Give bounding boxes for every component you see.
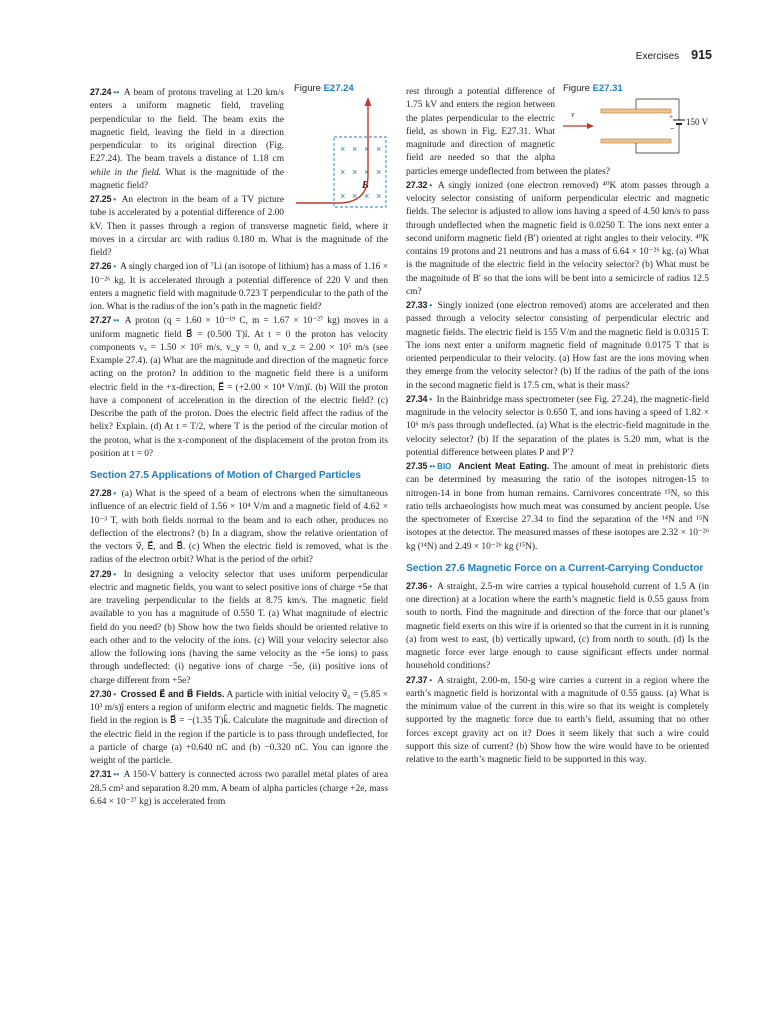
figure-e27-24-label: Figure E27.24 [294,83,354,94]
problem-27-26: 27.26 • A singly charged ion of ⁷Li (an isotope of lithium) has a mass of 1.16 × 10⁻²⁶ kg. It is accelerated through a potential difference of 220 V and then enters a magnetic field with magnitude 0.723 T perpendicular to the path of the ion. What is the radius of the ion’s path in the magnetic field? [90,261,388,312]
figure-e27-24 [294,82,390,218]
arrow-right-icon [587,123,594,129]
problem-27-33: 27.33 • Singly ionized (one electron removed) atoms are accelerated and then passed through a velocity selector consisting of perpendicular electric and magnetic fields. The electric field is 155 V/m and the magnetic field is 0.0315 T. The ions next enter a uniform magnetic field of magnitude 0.0175 T that is oriented perpendicular to their velocity. (a) How fast are the ions moving when they emerge from the velocity selector? (b) If the radius of the path of the ions in the second magnetic field is 17.5 cm, what is their mass? [406,300,710,391]
svg-text:×: × [376,167,382,178]
problem-27-27: 27.27 •• A proton (q = 1.60 × 10⁻¹⁹ C, m = 1.67 × 10⁻²⁷ kg) moves in a uniform magnetic field B⃗ = (0.500 T)î. At t = 0 the proton has velocity components vₓ = 1.50 × 10⁵ m/s, v_y = 0, and v_z = 2.00 × 10⁵ m/s (see Example 27.4). (a) What are the magnitude and direction of the magnetic force acting on the proton? In addition to the magnetic field there is a uniform electric field in the +x-direction, E⃗ = (+2.00 × 10⁴ V/m)î. (b) Will the proton have a component of acceleration in the direction of the electric field? (c) Describe the path of the proton. Does the electric field affect the radius of the helix? Explain. (d) At t = T/2, where T is the period of the circular motion of the proton, what is the x-component of the displacement of the proton from its position at t = 0? [90,315,389,459]
svg-text:×: × [364,167,370,178]
figure-e27-31-label: Figure E27.31 [563,83,623,94]
arrow-icon [365,97,372,106]
section-heading-27-6: Section 27.6 Magnetic Force on a Current-Carrying Conductor [406,562,704,574]
svg-text:×: × [340,191,346,202]
bottom-plate [601,139,671,143]
svg-text:×: × [376,144,382,155]
problem-27-34: 27.34 • In the Bainbridge mass spectrometer (see Fig. 27.24), the magnetic-field magnitude in the velocity selector is 0.650 T, and ions having a speed of 1.82 × 10⁶ m/s pass through undeflected. (a) What is the electric-field magnitude in the velocity selector? (b) If the separation of the plates is 5.20 mm, what is the potential difference between plates P and P′? [406,393,710,458]
svg-text:×: × [340,144,346,155]
running-section-title: Exercises [635,51,680,62]
problem-27-35: 27.35 •• BIO Ancient Meat Eating. The amount of meat in prehistoric diets can be determined by measuring the ratio of the isotopes nitrogen-15 to nitrogen-14 in bone from human remains. Carnivores concentrate ¹⁵N, so this ratio tells archaeologists how much meat was consumed by ancient people. Use the spectrometer of Exercise 27.34 to find the separation of the ¹⁴N and ¹⁵N isotopes at the detector. The measured masses of these isotopes are 2.32 × 10⁻²⁶ kg (¹⁴N) and 2.49 × 10⁻²⁶ kg (¹⁵N). [406,461,709,552]
proton-path [296,105,368,203]
problem-27-25: 27.25 • An electron in the beam of a TV picture tube is accelerated by a potential difference of 2.00 kV. Then it passes through a region of transverse magnetic field, where it moves in a circular arc with radius 0.180 m. What is the magnitude of the field? [90,194,388,258]
section-heading-27-5: Section 27.5 Applications of Motion of Charged Particles [90,470,361,481]
page-number: 915 [691,48,712,62]
field-label: B [362,180,369,192]
svg-text:×: × [364,144,370,155]
problem-27-37: 27.37 • A straight, 2.00-m, 150-g wire carries a current in a region where the earth’s magnetic field is horizontal with a magnitude of 0.55 gauss. (a) What is the minimum value of the current in this wire so that its weight is completely supported by the magnetic force due to earth’s field, assuming that no other forces except gravity act on it? Does it seem likely that such a wire could support this size of current? (b) Show how the wire would have to be oriented relative to the earth’s magnetic field to be supported in this way. [406,674,710,765]
page-header [636,48,712,62]
svg-text:×: × [340,167,346,178]
problem-27-31: 27.31 •• A 150-V battery is connected across two parallel metal plates of area 28.5 cm² and separation 8.20 mm. A beam of alpha particles (charge +2e, mass 6.64 × 10⁻²⁷ kg) is accelerated from [90,769,389,807]
field-crosses [340,144,381,201]
svg-text:−: − [670,126,675,134]
svg-text:×: × [352,191,358,202]
velocity-label: v [571,110,575,120]
problem-27-31-continued: rest through a potential difference of 1.75 kV and enters the region between the plates perpendicular to the electric field, as shown in Fig. E27.31. What magnitude and direction of magnetic field are needed so that the alpha particles emerge undeflected from between the plates? [406,87,610,177]
problem-27-32: 27.32 • A singly ionized (one electron removed) ⁴⁰K atom passes through a velocity selector consisting of uniform perpendicular electric and magnetic fields. The selector is adjusted to allow ions having a speed of 4.50 km/s to pass through undeflected when the magnetic field is 0.0250 T. The ions next enter a second uniform magnetic field (B′) oriented at right angles to their velocity. ⁴⁰K contains 19 protons and 21 neutrons and has a mass of 6.64 × 10⁻²⁶ kg. (a) What is the magnitude of the electric field in the velocity selector? (b) What must be the magnitude of B′ so that the ions will be bent into a semicircle of radius 12.5 cm? [406,179,710,297]
problem-27-29: 27.29 • In designing a velocity selector that uses uniform perpendicular electric and magnetic fields, you want to select positive ions of charge +5e that are traveling perpendicular to the fields at 8.75 km/s. The magnetic field available to you has a magnitude of 0.550 T. (a) What magnitude of electric field do you need? (b) Show how the two fields should be oriented relative to each other and to the velocity of the ions. (c) Will your velocity selector also allow the following ions (having the same velocity as the +5e ions) to pass through undeflected: (i) negative ions of charge −5e, (ii) positive ions of charge different from +5e? [90,568,389,686]
top-plate [601,109,671,113]
svg-text:×: × [352,167,358,178]
svg-text:+: + [669,114,674,122]
svg-text:×: × [376,191,382,202]
problem-27-36: 27.36 • A straight, 2.5-m wire carries a typical household current of 1.5 A (in one direction) at a location where the earth’s magnetic field is 0.55 gauss from south to north. Find the magnitude and direction of the force that our planet’s magnetic field exerts on this wire if is oriented so that the current in it is running (a) from west to east, (b) vertically upward, (c) from north to south. (d) Is the magnetic force ever large enough to cause significant effects under normal household conditions? [406,580,710,672]
left-column [90,83,389,809]
figure-e27-31-diagram [563,95,711,157]
svg-text:×: × [364,191,370,202]
problem-27-30: 27.30 • Crossed E⃗ and B⃗ Fields. A particle with initial velocity v⃗₀ = (5.85 × 10³ m/s)ĵ enters a region of uniform electric and magnetic fields. The magnetic field in the region is B⃗ = −(1.35 T)k̂. Calculate the magnitude and direction of the electric field in the region if the particle is to pass through undeflected, for a particle of charge (a) +0.640 nC and (b) −0.320 nC. You can ignore the weight of the particle. [90,688,388,766]
voltage-label: 150 V [686,117,709,128]
svg-text:×: × [352,144,358,155]
right-column [406,83,710,767]
problem-27-28: 27.28 • (a) What is the speed of a beam of electrons when the simultaneous influence of an electric field of 1.56 × 10⁴ V/m and a magnetic field of 4.62 × 10⁻³ T, with both fields normal to the beam and to each other, produces no deflection of the electrons? (b) In a diagram, show the relative orientation of the vectors v⃗, E⃗, and B⃗. (c) When the electric field is removed, what is the radius of the electron orbit? What is the period of the orbit? [90,488,388,566]
figure-e27-31 [563,82,711,158]
problem-27-24: 27.24 •• A beam of protons traveling at 1.20 km/s enters a uniform magnetic field, traveling perpendicular to the field. The beam exits the magnetic field, leaving the field in a direction perpendicular to its original direction (Fig. E27.24). The beam travels a distance of 1.18 cm while in the field. What is the magnitude of the magnetic field? [90,87,284,191]
figure-e27-24-diagram [294,95,390,213]
